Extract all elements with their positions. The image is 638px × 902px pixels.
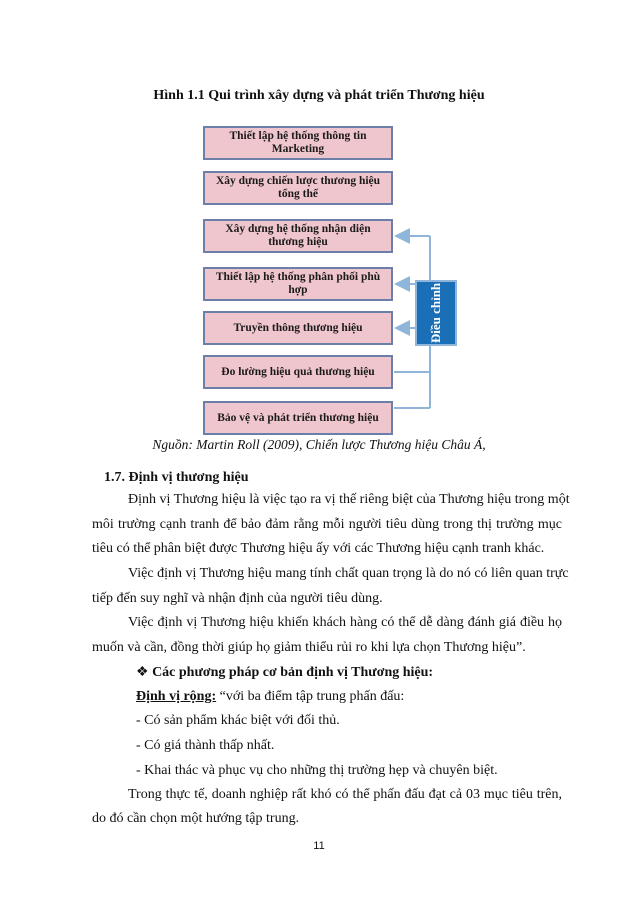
process-step-4: Thiết lập hệ thống phân phối phù hợp <box>203 267 393 301</box>
paragraph-2-line-2: tiếp đến suy nghĩ và nhận định của người tiêu dùng. <box>92 591 383 606</box>
bullet-2: - Có giá thành thấp nhất. <box>136 738 275 753</box>
bullet-3: - Khai thác và phục vụ cho những thị trường hẹp và chuyên biệt. <box>136 763 498 778</box>
paragraph-1-line-3: tiêu có thể phân biệt được Thương hiệu ấy với các Thương hiệu cạnh tranh khác. <box>92 541 545 556</box>
process-step-1: Thiết lập hệ thống thông tin Marketing <box>203 126 393 160</box>
figure-title: Hình 1.1 Qui trình xây dựng và phát triển Thương hiệu <box>153 88 485 103</box>
process-step-2: Xây dựng chiến lược thương hiệu tổng thể <box>203 171 393 205</box>
process-step-5: Truyền thông thương hiệu <box>203 311 393 345</box>
process-step-3: Xây dựng hệ thống nhận diện thương hiệu <box>203 219 393 253</box>
section-heading: 1.7. Định vị thương hiệu <box>104 470 249 485</box>
diamond-bullet-icon: ❖ <box>136 665 153 680</box>
adjust-label: Điều chỉnh <box>428 282 444 344</box>
paragraph-4-line-2: do đó cần chọn một hướng tập trung. <box>92 811 300 826</box>
page-number: 11 <box>313 840 325 852</box>
paragraph-2-line-1: Việc định vị Thương hiệu mang tính chất quan trọng là do nó có liên quan trực <box>128 566 569 581</box>
paragraph-1-line-2: môi trường cạnh tranh để bảo đảm rằng mỗi người tiêu dùng trong thị trường mục <box>92 517 562 532</box>
wide-positioning-label: Định vị rộng: <box>136 689 217 704</box>
adjust-box <box>415 280 457 346</box>
methods-heading <box>136 664 433 681</box>
wide-positioning-line <box>136 689 404 705</box>
process-step-6: Đo lường hiệu quả thương hiệu <box>203 355 393 389</box>
figure-source: Nguồn: Martin Roll (2009), Chiến lược Thương hiệu Châu Á, <box>152 437 486 452</box>
paragraph-3-line-2: muốn và cần, đồng thời giúp họ giảm thiểu rủi ro khi lựa chọn Thương hiệu”. <box>92 640 526 655</box>
methods-heading-text: Các phương pháp cơ bản định vị Thương hiệu: <box>152 665 434 680</box>
paragraph-4-line-1: Trong thực tế, doanh nghiệp rất khó có thể phấn đấu đạt cả 03 mục tiêu trên, <box>128 787 562 802</box>
wide-positioning-text: “với ba điểm tập trung phấn đấu: <box>216 689 405 704</box>
process-step-7: Bảo vệ và phát triển thương hiệu <box>203 401 393 435</box>
bullet-1: - Có sản phẩm khác biệt với đối thủ. <box>136 713 340 728</box>
paragraph-3-line-1: Việc định vị Thương hiệu khiến khách hàng có thể dễ dàng đánh giá điều họ <box>128 615 562 630</box>
paragraph-1-line-1: Định vị Thương hiệu là việc tạo ra vị thế riêng biệt của Thương hiệu trong một <box>128 492 570 507</box>
